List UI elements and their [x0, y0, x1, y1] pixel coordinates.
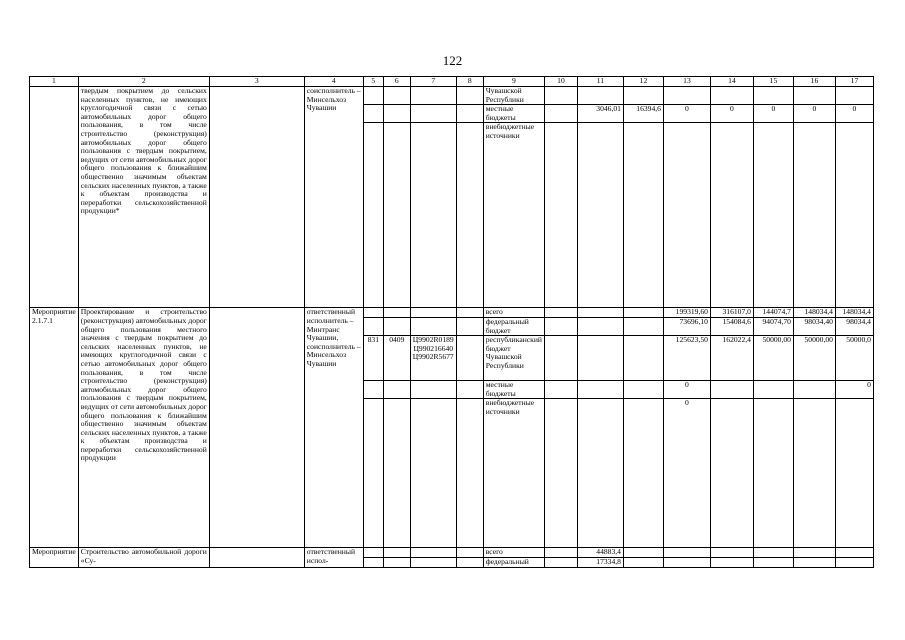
value-cell: [793, 87, 835, 105]
executor-cell: ответственный испол-: [304, 548, 363, 567]
header-cell: 8: [456, 77, 483, 87]
value-cell: [577, 317, 623, 335]
grbs-code: 831: [363, 336, 383, 381]
value-cell: 16394,6: [623, 105, 663, 123]
value-cell: [623, 123, 663, 308]
value-cell: [835, 123, 873, 308]
value-cell: [710, 399, 753, 548]
budget-table: [29, 76, 874, 568]
value-cell: 144074,7: [753, 308, 793, 318]
value-cell: 3046,01: [577, 105, 623, 123]
value-cell: 0: [753, 105, 793, 123]
value-cell: 0: [835, 105, 873, 123]
value-cell: [710, 381, 753, 399]
header-cell: 6: [383, 77, 410, 87]
rzpr-code: 0409: [383, 336, 410, 381]
value-cell: [793, 381, 835, 399]
value-cell: [623, 87, 663, 105]
value-cell: 199319,60: [663, 308, 710, 318]
header-cell: 13: [663, 77, 710, 87]
header-cell: 7: [410, 77, 456, 87]
header-cell: 4: [304, 77, 363, 87]
header-cell: 2: [78, 77, 209, 87]
value-cell: [577, 399, 623, 548]
header-cell: 10: [544, 77, 577, 87]
header-cell: 1: [30, 77, 79, 87]
header-cell: 12: [623, 77, 663, 87]
value-cell: [623, 399, 663, 548]
value-cell: [710, 87, 753, 105]
value-cell: 98034,4: [835, 317, 873, 335]
value-cell: [753, 399, 793, 548]
funding-source: внебюджетные источники: [483, 123, 544, 308]
value-cell: 0: [793, 105, 835, 123]
table-row: [30, 87, 874, 105]
header-cell: 5: [363, 77, 383, 87]
value-cell: 0: [835, 381, 873, 399]
value-cell: 162022,4: [710, 336, 753, 381]
value-cell: 154084,6: [710, 317, 753, 335]
funding-source: местные бюджеты: [483, 381, 544, 399]
value-cell: [753, 123, 793, 308]
value-cell: 94074,70: [753, 317, 793, 335]
measure-description: Строительство автомобильной дороги «Су-: [78, 548, 209, 567]
funding-source: всего: [483, 548, 544, 558]
value-cell: 73696,10: [663, 317, 710, 335]
value-cell: 0: [710, 105, 753, 123]
value-cell: [793, 123, 835, 308]
measure-number: Мероприятие: [30, 548, 79, 567]
page-number: 122: [442, 53, 463, 68]
value-cell: 0: [663, 381, 710, 399]
funding-source: федеральный бюджет: [483, 317, 544, 335]
value-cell: 0: [663, 399, 710, 548]
funding-source: республиканский бюджет Чувашской Республики: [483, 336, 544, 381]
value-cell: [663, 87, 710, 105]
measure-number: Мероприятие 2.1.7.1: [30, 308, 79, 548]
header-cell: 14: [710, 77, 753, 87]
value-cell: 316107,0: [710, 308, 753, 318]
value-cell: [835, 87, 873, 105]
funding-source: местные бюджеты: [483, 105, 544, 123]
value-cell: 0: [663, 105, 710, 123]
value-cell: 148034,4: [793, 308, 835, 318]
value-cell: [753, 87, 793, 105]
value-cell: [577, 123, 623, 308]
value-cell: [663, 123, 710, 308]
header-cell: 15: [753, 77, 793, 87]
value-cell: 44883,4: [577, 548, 623, 558]
value-cell: [753, 381, 793, 399]
value-cell: [623, 336, 663, 381]
value-cell: 50000,0: [835, 336, 873, 381]
value-cell: [835, 399, 873, 548]
value-cell: [577, 308, 623, 318]
value-cell: [577, 381, 623, 399]
value-cell: [623, 317, 663, 335]
value-cell: [577, 87, 623, 105]
value-cell: [710, 123, 753, 308]
header-cell: 9: [483, 77, 544, 87]
header-cell: 11: [577, 77, 623, 87]
value-cell: 50000,00: [793, 336, 835, 381]
executor-cell: соисполнитель – Минсельхоз Чувашии: [304, 87, 363, 308]
csr-code: Ц9902R0189 Ц990216640 Ц9902R5677: [410, 336, 456, 381]
header-cell: 16: [793, 77, 835, 87]
table-row: [30, 308, 874, 318]
funding-source: внебюджетные источники: [483, 399, 544, 548]
value-cell: [623, 381, 663, 399]
table-row: [30, 548, 874, 558]
value-cell: [577, 336, 623, 381]
value-cell: 17334,8: [577, 557, 623, 567]
value-cell: [793, 399, 835, 548]
measure-description: Проектирование и строительство (реконструкция) автомобильных дорог общего пользования местного значения с твердым покрытием до сельских населенных пунктов, не имеющих круглогодичной связи с сетью автомобильных дорог общего пользования, в том числе строительство (реконструкция) автомобильных дорог общего пользования с твердым покрытием, ведущих от сети автомобильных дорог общего пользования к ближайшим общественно значимым объектам сельских населенных пунктов, а также к объектам производства и переработки сельскохозяйственной продукции: [78, 308, 209, 548]
value-cell: 98034,40: [793, 317, 835, 335]
funding-source: федеральный: [483, 557, 544, 567]
header-cell: 3: [209, 77, 304, 87]
measure-description: твердым покрытием до сельских населенных пунктов, не имеющих круглогодичной связи с сетью автомобильных дорог общего пользования, в том числе строительство (реконструкция) автомобильных дорог общего пользования с твердым покрытием, ведущих от сети автомобильных дорог общего пользования к ближайшим общественно значимым объектам сельских населенных пунктов, а также к объектам производства и переработки сельскохозяйственной продукции*: [78, 87, 209, 308]
value-cell: [623, 308, 663, 318]
value-cell: 148034,4: [835, 308, 873, 318]
value-cell: 125623,50: [663, 336, 710, 381]
executor-cell: ответственный исполнитель – Минтранс Чувашии, соисполнитель – Минсельхоз Чувашии: [304, 308, 363, 548]
value-cell: 50000,00: [753, 336, 793, 381]
header-cell: 17: [835, 77, 873, 87]
funding-source: Чувашской Республики: [483, 87, 544, 105]
header-row: [30, 77, 874, 87]
funding-source: всего: [483, 308, 544, 318]
